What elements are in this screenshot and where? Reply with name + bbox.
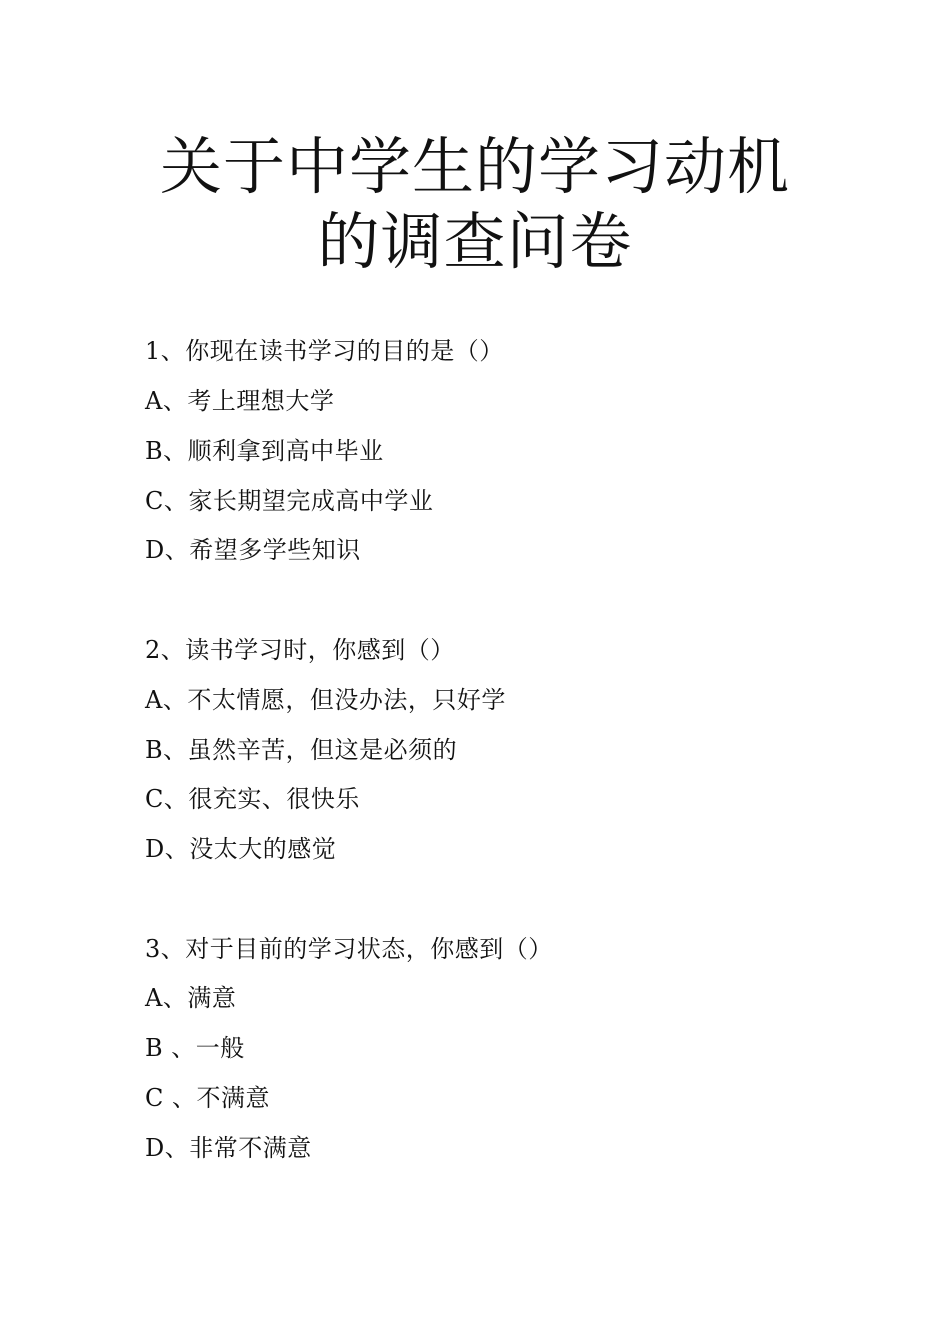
question-3-option-c: C 、不满意	[145, 1084, 270, 1112]
question-2-option-b: B、虽然辛苦，但这是必须的	[145, 736, 458, 764]
question-1-option-d: D、希望多学些知识	[145, 536, 361, 564]
question-1-option-b: B、顺利拿到高中毕业	[145, 437, 384, 465]
question-3-option-d: D、非常不满意	[145, 1134, 312, 1162]
question-1: 1、你现在读书学习的目的是（）	[145, 337, 504, 365]
survey-title-line-2: 的调查问卷	[317, 205, 633, 278]
question-3-option-a: A、满意	[145, 984, 237, 1012]
survey-title-line-1: 关于中学生的学习动机	[159, 130, 790, 203]
question-2-option-d: D、没太大的感觉	[145, 835, 337, 863]
question-2-option-c: C、很充实、很快乐	[145, 785, 360, 813]
question-2-option-a: A、不太情愿，但没办法，只好学	[145, 686, 506, 714]
question-1-option-a: A、考上理想大学	[145, 387, 335, 415]
question-3: 3、对于目前的学习状态，你感到（）	[145, 935, 553, 963]
question-3-option-b: B 、一般	[145, 1034, 245, 1062]
question-2: 2、读书学习时，你感到（）	[145, 636, 455, 664]
question-1-option-c: C、家长期望完成高中学业	[145, 487, 434, 515]
